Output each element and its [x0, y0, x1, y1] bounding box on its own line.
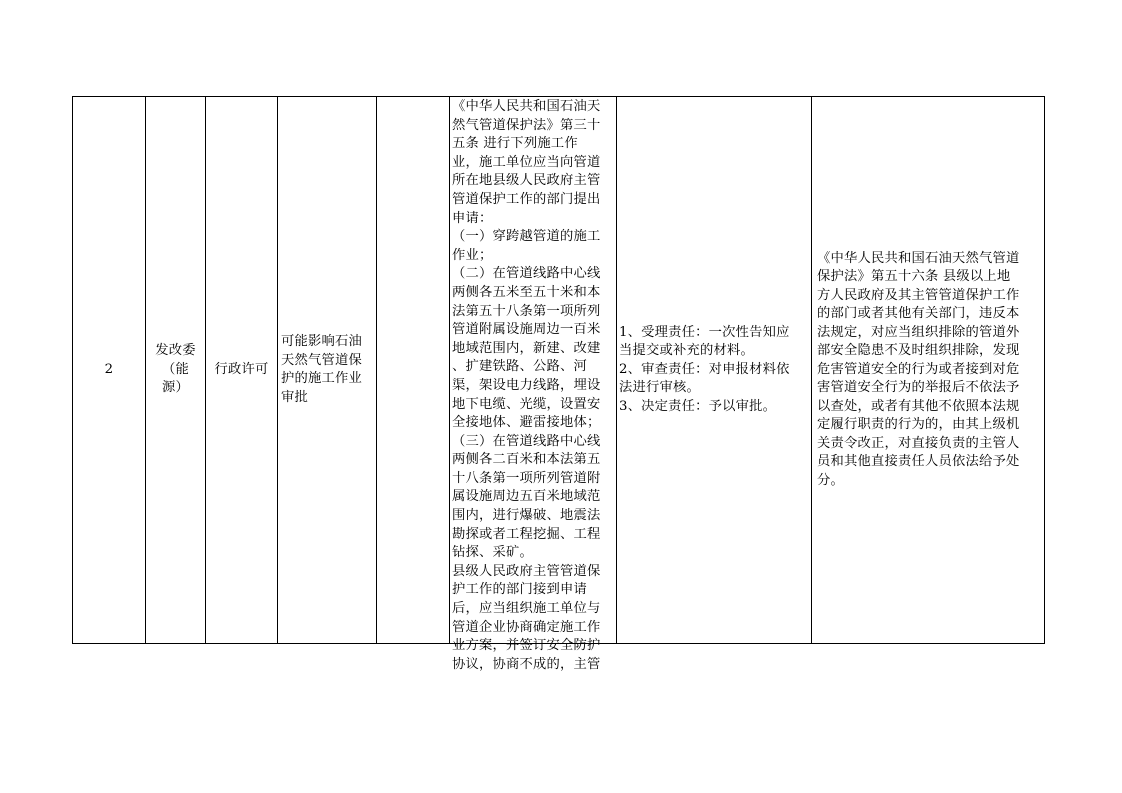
- department-cell: [146, 97, 206, 643]
- row-number: 2: [104, 361, 114, 377]
- table-row: [72, 96, 1045, 672]
- legal-basis-text: 《中华人民共和国石油天 然气管道保护法》第三十 五条 进行下列施工作 业，施工单位应当向管道 所在地县级人民政府主管 管道保护工作的部门提出 申请： （一）穿跨越管道的施工 作业； （二）在管道线路中心线 两侧各五米至五十米和本 法第五十八条第一项所列 管道附属设施周边一百米 地域范围内，新建、改建 、扩建铁路、公路、河 渠，架设电力线路，埋设 地下电缆、光缆，设置安 全接地体、避雷接地体； （三）在管道线路中心线 两侧各二百米和本法第五 十八条第一项所列管道附 属设施周边五百米地域范 围内，进行爆破、地震法 勘探或者工程挖掘、工程 钻探、采矿。 县级人民政府主管管道保 护工作的部门接到申请 后，应当组织施工单位与 管道企业协商确定施工作 业方案，并签订安全防护 协议，协商不成的，主管: [452, 99, 601, 672]
- legal-basis-cell: [450, 97, 617, 672]
- accountability-cell: [812, 97, 1044, 643]
- responsibility-text: 1、受理责任：一次性告知应 当提交或补充的材料。 2、审查责任：对申报材料依 法进行审核。 3、决定责任：予以审批。: [619, 324, 790, 414]
- item-name: 可能影响石油 天然气管道保 护的施工作业 审批: [281, 334, 362, 405]
- category-cell: [206, 97, 278, 643]
- item-name-cell: [278, 97, 377, 643]
- department-name: 发改委 （能 源）: [155, 343, 196, 396]
- accountability-text: 《中华人民共和国石油天然气管道 保护法》第五十六条 县级以上地 方人民政府及其主管管道保护工作 的部门或者其他有关部门，违反本 法规定，对应当组织排除的管道外 部安全隐患不及时组织排除，发现 危害管道安全的行为或者接到对危 害管道安全行为的举报后不依法予 以查处，或者有其他不依照本法规 定履行职责的行为的，由其上级机 关责令改正，对直接负责的主管人 员和其他直接责任人员依法给予处 分。: [817, 250, 1020, 488]
- sub-item-cell: [377, 97, 450, 643]
- responsibility-cell: [617, 97, 812, 643]
- power-category: 行政许可: [214, 361, 269, 377]
- number-cell: [73, 97, 146, 643]
